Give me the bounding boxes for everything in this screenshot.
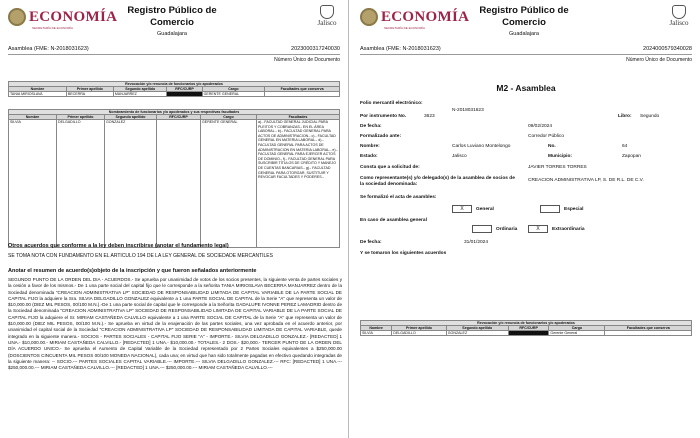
cell-apellido2: GONZALEZ [105, 120, 157, 248]
column-header: Nombre [9, 115, 57, 120]
form-title: M2 - Asamblea [496, 83, 556, 93]
cell-rfc-redacted [508, 331, 549, 336]
consta-value: JAVIER TORRES TORRES [528, 165, 587, 170]
folio-value: N-2018031623 [452, 108, 484, 113]
registry-title: Registro Público de Comercio [127, 5, 217, 28]
extraordinaria-mark: X [536, 226, 540, 232]
column-header: Cargo [202, 87, 265, 92]
cell-facultades [605, 331, 692, 336]
cell-nombre: TANIA MIRIOSLAVA [9, 92, 67, 97]
jalisco-logo [314, 5, 340, 27]
formalizo-label: Se formalizó el acta de asambles: [360, 195, 437, 200]
general-label: General [476, 207, 494, 212]
acuerdos-label: Y se tomaron los siguientes acuerdos [360, 251, 447, 256]
brand-wordmark: ECONOMÍA [29, 8, 118, 25]
jalisco-logo [666, 5, 692, 27]
table-row [9, 120, 340, 248]
cell-cargo: GERENTE GENERAL [202, 92, 265, 97]
column-header: Primer apellido [66, 87, 113, 92]
asamblea-header-row [360, 46, 692, 55]
ordinaria-checkbox[interactable] [472, 225, 492, 233]
column-header: Primer apellido [392, 326, 447, 331]
formalizado-row [360, 134, 564, 139]
folio-row [360, 101, 423, 106]
cell-nombre: SILVIA [361, 331, 392, 336]
asamblea-fme-label: Asamblea (FME: N-2018031623) [8, 46, 89, 52]
encaso-row [360, 218, 427, 223]
left-document-page [0, 0, 348, 438]
cell-apellido2: GONZALEZ [446, 331, 508, 336]
fecha2-row [360, 240, 489, 245]
general-checkbox[interactable] [452, 205, 472, 213]
libro-value: Segundo [640, 114, 660, 119]
column-header: Facultades que conserva [265, 87, 340, 92]
nombre-label: Nombre: [360, 144, 380, 149]
instrumento-row [360, 114, 690, 119]
cell-rfc-redacted [157, 120, 201, 248]
revocation-table [360, 320, 692, 336]
otros-acuerdos-title: Otros acuerdos que conforme a la ley deben inscribirse (anotar el fundamento legal) [8, 243, 229, 249]
cell-apellido1: DELGADILLO [392, 331, 447, 336]
nombre-value: Carlos Luviano Montelongo [452, 144, 511, 149]
fecha-row [360, 124, 553, 129]
column-header: RFC/CURP [508, 326, 549, 331]
eagle-seal-icon [8, 8, 26, 26]
table-row [361, 331, 692, 336]
unique-doc-label: Número Único de Documento [274, 57, 340, 63]
fecha-label: De fecha: [360, 124, 382, 129]
estado-value: Jalisco [452, 154, 467, 159]
nombre-row [360, 144, 690, 149]
revocation-table [8, 81, 340, 97]
column-header: RFC/CURP [157, 115, 201, 120]
general-mark: X [460, 206, 464, 212]
jalisco-crest-icon [672, 5, 686, 19]
column-header: Segundo apellido [105, 115, 157, 120]
especial-label: Especial [564, 207, 584, 212]
table-caption: Revocación y/o renuncia de funcionarios y/o apoderados [361, 321, 692, 326]
otros-acuerdos-text: SE TOMA NOTA CON FUNDAMENTO EN EL ARTICULO 194 DE LA LEY GENERAL DE SOCIEDADE MERCANTILES [8, 253, 273, 259]
cell-apellido2: MANJARREZ [113, 92, 167, 97]
asamblea-header-row [8, 46, 340, 55]
formalizo-row [360, 195, 437, 200]
cell-facultades [265, 92, 340, 97]
formalizado-label: Formalizado ante: [360, 134, 402, 139]
column-header: Cargo [549, 326, 605, 331]
como-value: CREACION ADMINISTRATIVA LP, S. DE R.L. DE C.V. [528, 178, 644, 183]
right-document-page [352, 0, 700, 438]
resumen-title: Anotar el resumen de acuerdo(s)objeto de la inscripción y que fueron señalados anteriormente [8, 268, 257, 274]
cell-apellido1: BECERRA [66, 92, 113, 97]
asamblea-fme-label: Asamblea (FME: N-2018031623) [360, 46, 441, 52]
cell-apellido1: DELGADILLO [57, 120, 105, 248]
document-number: 2024000579340028 [643, 46, 692, 52]
libro-label: Libro: [618, 114, 632, 119]
economia-logo [360, 8, 470, 30]
eagle-seal-icon [360, 8, 378, 26]
acuerdos-row [360, 251, 446, 256]
instrumento-label: Por instrumento No. [360, 114, 407, 119]
fecha2-value: 31/01/2024 [464, 240, 489, 245]
municipio-label: Municipio: [548, 154, 572, 159]
como-label: Como representante(s) y/o delegado(s) de la asamblea de socios de la sociedad denominada: [360, 176, 515, 187]
brand-subtitle: SECRETARÍA DE ECONOMÍA [32, 26, 73, 30]
column-header: Cargo [201, 115, 257, 120]
brand-subtitle: SECRETARÍA DE ECONOMÍA [384, 26, 425, 30]
no-value: 64 [622, 144, 628, 149]
column-header: Segundo apellido [446, 326, 508, 331]
cell-rfc-redacted [167, 92, 202, 97]
economia-logo [8, 8, 118, 30]
no-label: No. [548, 144, 556, 149]
fecha2-label: De fecha: [360, 240, 382, 245]
column-header: RFC/CURP [167, 87, 202, 92]
consta-label: Consta que a solicitud de: [360, 165, 420, 170]
como-value-row [528, 178, 644, 183]
como-row [360, 176, 520, 188]
table-caption: Nombramiento de funcionarios y/o apoderados y sus respectivas facultades [9, 110, 340, 115]
municipio-value: Zapopan [622, 154, 641, 159]
unique-doc-label: Número Único de Documento [626, 57, 692, 63]
consta-row [360, 165, 587, 170]
table-row [9, 92, 340, 97]
fecha-value: 09/02/2024 [528, 124, 553, 129]
jalisco-wordmark: Jalisco [669, 19, 689, 27]
formalizado-value: Corredor Público [528, 134, 564, 139]
estado-label: Estado: [360, 154, 378, 159]
appointment-table [8, 109, 340, 248]
cell-cargo: Gerente General [549, 331, 605, 336]
jalisco-crest-icon [320, 5, 334, 19]
cell-cargo: GERENTE GENERAL [201, 120, 257, 248]
column-header: Nombre [9, 87, 67, 92]
column-header: Segundo apellido [113, 87, 167, 92]
especial-checkbox[interactable] [540, 205, 560, 213]
ordinaria-label: Ordinaria [496, 227, 518, 232]
brand-wordmark: ECONOMÍA [381, 8, 470, 25]
cell-nombre: SILVIA [9, 120, 57, 248]
jalisco-wordmark: Jalisco [317, 19, 337, 27]
column-header: Primer apellido [57, 115, 105, 120]
city-label: Guadalajara [157, 31, 187, 37]
registry-title: Registro Público de Comercio [479, 5, 569, 28]
document-number: 2023000317240030 [291, 46, 340, 52]
extraordinaria-label: Extraordinaria [552, 227, 585, 232]
encaso-label: En caso de asamblea general [360, 218, 427, 223]
city-label: Guadalajara [509, 31, 539, 37]
instrumento-value: 3623 [424, 114, 435, 119]
cell-facultades: a).- FACULTAD GENERAL JUDICIAL PARA PLEITOS Y COBRANZAS.- EN EL ÁREA LABORAL.- b).- FACULTAD GENERAL PARA ACTOS DE ADMINISTRACION.- c).- FACULTAD GENERAL EN MATERIA LABORAL.- d).- FACULTAD GENERAL PARA ACTOS DE ADMINISTRACION EN MATERIA LABORAL.- e).- FACULTAD GENERAL PARA EJERCER ACTOS DE DOMINIO.- f).- FACULTAD GENERAL PARA SUSCRIBIR TÍTULOS DE CRÉDITO Y MANEJO DE CUENTAS BANCARIAS.- g).- FACULTAD GENERAL PARA OTORGAR, SUSTITUIR Y REVOCAR FACULTADES Y PODERES.- [257, 120, 340, 248]
estado-row [360, 154, 690, 159]
column-header: Facultades que conserva [605, 326, 692, 331]
resumen-text: SEGUNDO PUNTO DE LA ORDEN DEL DIA - ACUERDOS.- Se aprueba por unanimidad de votos de los socios presentes, la siguiente venta de partes sociales y la cesión a favor de los mismos.- De 1 una parte social del capital fijo que le corresponde a la señorita TANIA MIRIOSLAVA BECERRA MANJARREZ dentro de la Sociedad denominada "CREACION ADMINISTRATIVA LP" SOCIEDAD DE RESPONSABILIDAD LIMITADA DE CAPITAL VARIABLE DE LA PARTE SOCIAL DE CAPITAL FIJO la adquiere la Sra. SILVIA DELGADILLO GONZALEZ equivalente a 1 una PARTE SOCIAL DE CAPITAL de la Serie "A" que representa un valor de $10,000.00 (DIEZ MIL PESOS, 00/100 M.N.).-De 1 una parte social de capital que le corresponde a la Señorita GADALUPE IVONNE PEREZ LAMADRID dentro de la Sociedad denominada "CREACION ADMINISTRATIVA LP" SOCIEDAD DE RESPONSABILIDAD LIMITADA DE CAPITAL VARIABLE DE LA PARTE SOCIAL DE CAPITAL FIJO la adquiere el Sr. MIRIAM CASTAÑEDA CALVILLO equivalente a 1 una PARTE SOCIAL DE CAPITAL de la Serie "A" que representa un valor de $10,000.00 (DIEZ MIL PESOS, 00/100 M.N.).- Se aprueba en virtud de la enajenación de las partes sociales, una vez aprobada en el acuerdo anterior, por unanimidad el capital social de la Sociedad "CREACION ADMINISTRATIVA LP" SOCIEDAD DE RESPONSABILIDAD LIMITADA DE CAPITAL VARIABLE, quede integrado en la siguiente manera.- SOCIOS - PARTES SOCIALES - CAPITAL FIJO SERIE "A" - IMPORTE.- SILVIA DELGADILLO GONZALEZ.- [REDACTED] 1 UNA.- $10,000.00.- MIRIAM CASTAÑEDA CALVILLO.- [REDACTED] 1 UNA.- $10,000.00.- TOTALES.- 2 DOS.- $20,000.- TERCER PUNTO DE LA ORDEN DEL DÍA ACUERDO UNICO.- Se aprueba el Aumento de Capital Variable de la Sociedad representado por 2 Partes Sociales equivalentes a $250,000.00 (DOSCIENTOS CINCUENTA MIL PESOS 00/100 MONEDA NACIONAL), cada una; en virtud que han sido totalmente pagadas en efectivo quedando integradas de la siguiente manera: -- SOCIO.--- PARTES SOCIALES CAPITAL VARIABLE.--- IMPORTE.--- SILVIA DELGADILLO GONZALEZ.--- RFC: [REDACTED] 1 UNA.--- $250,000.00.--- MIRIAM CASTAÑEDA CALVILLO.--- [REDACTED] 1 UNA.--- $250,000.00.--- MIRIAM CASTAÑEDA CALVILLO.--- [8, 277, 342, 371]
table-caption: Revocación y/o renuncia de funcionarios y/o apoderados [9, 82, 340, 87]
folio-label: Folio mercantil electrónico: [360, 101, 423, 106]
extraordinaria-checkbox[interactable] [528, 225, 548, 233]
column-header: Nombre [361, 326, 392, 331]
column-header: Facultades [257, 115, 340, 120]
